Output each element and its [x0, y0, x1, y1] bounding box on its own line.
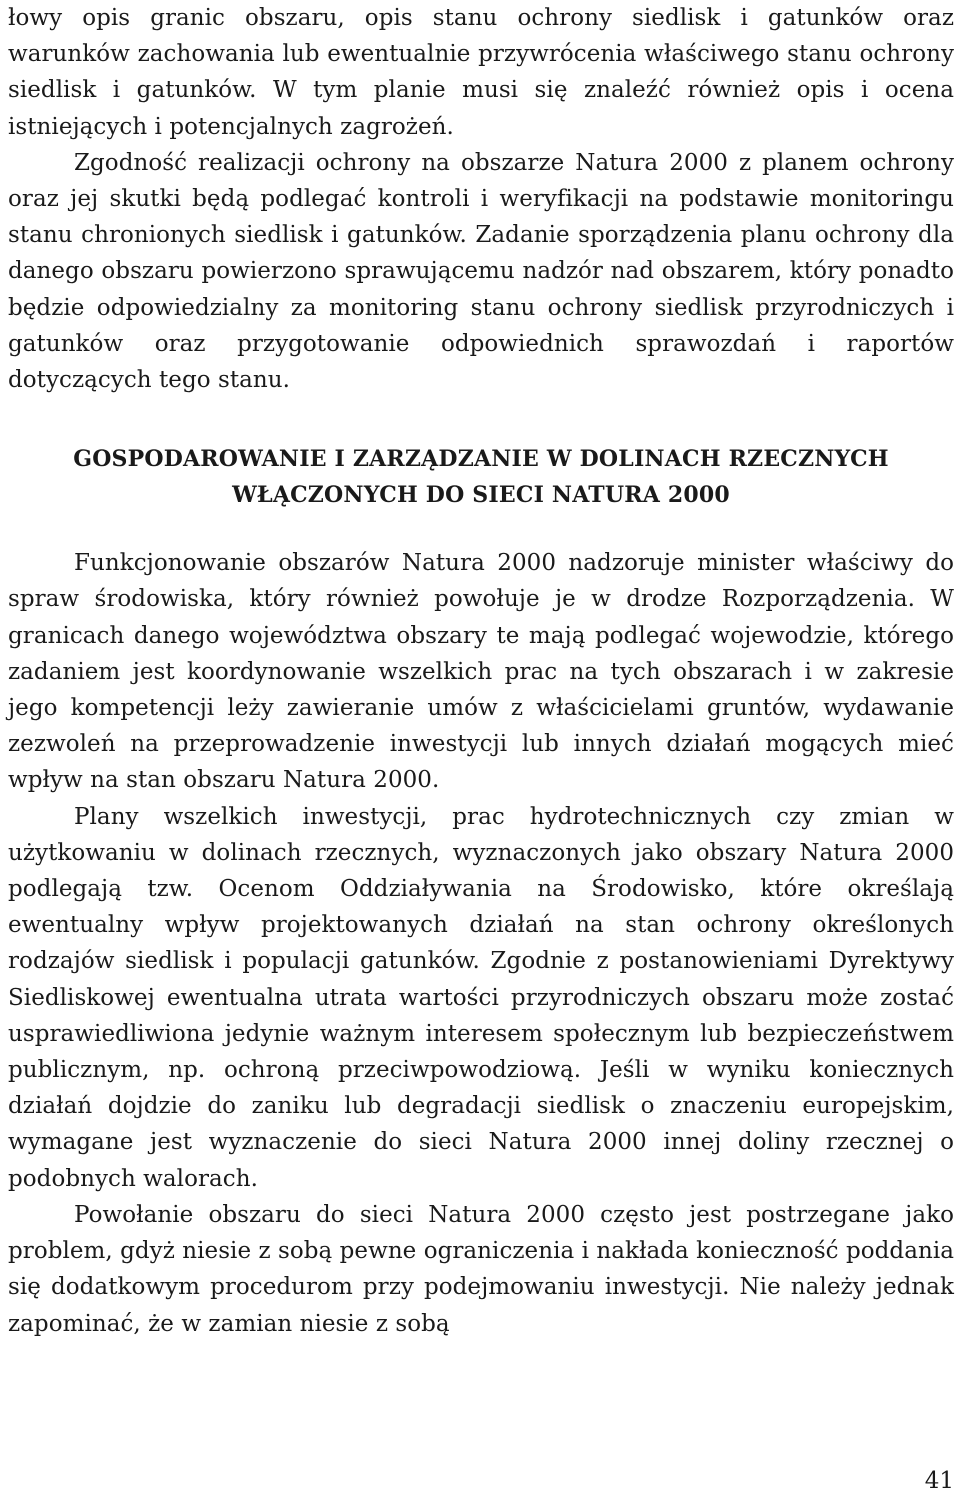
page-number: 41	[924, 1468, 954, 1494]
section-heading-line-1: GOSPODAROWANIE I ZARZĄDZANIE W DOLINACH RZECZNYCH	[73, 446, 889, 473]
paragraph-supervision: Funkcjonowanie obszarów Natura 2000 nadzoruje minister właściwy do spraw środowiska, który również powołuje je w drodze Rozporządzenia. W granicach danego województwa obszary te mają podlegać wojewodzie, którego zadaniem jest koordynowanie wszelkich prac na tych obszarach i w zakresie jego kompetencji leży zawieranie umów z właścicielami gruntów, wydawanie zezwoleń na przeprowadzenie inwestycji lub innych działań mogących mieć wpływ na stan obszaru Natura 2000.	[8, 550, 954, 794]
paragraph-continued: łowy opis granic obszaru, opis stanu ochrony siedlisk i gatunków oraz warunków zachowania lub ewentualnie przywrócenia właściwego stanu ochrony siedlisk i gatunków. W tym planie musi się znaleźć również opis i ocena istniejących i potencjalnych zagrożeń.	[8, 5, 954, 140]
section-heading	[8, 441, 954, 513]
section-heading-line-2: WŁĄCZONYCH DO SIECI NATURA 2000	[232, 482, 730, 509]
paragraph-investment-plans: Plany wszelkich inwestycji, prac hydrotechnicznych czy zmian w użytkowaniu w dolinach rzecznych, wyznaczonych jako obszary Natura 2000 podlegają tzw. Ocenom Oddziaływania na Środowisko, które określają ewentualny wpływ projektowanych działań na stan ochrony określonych rodzajów siedlisk i populacji gatunków. Zgodnie z postanowieniami Dyrektywy Siedliskowej ewentualna utrata wartości przyrodniczych obszaru może zostać usprawiedliwiona jedynie ważnym interesem społecznym lub bezpieczeństwem publicznym, np. ochroną przeciwpowodziową. Jeśli w wyniku koniecznych działań dojdzie do zaniku lub degradacji siedlisk o znaczeniu europejskim, wymagane jest wyznaczenie do sieci Natura 2000 innej doliny rzecznej o podobnych walorach.	[8, 803, 954, 1192]
paragraph-monitoring: Zgodność realizacji ochrony na obszarze Natura 2000 z planem ochrony oraz jej skutki będą podlegać kontroli i weryfikacji na podstawie monitoringu stanu chronionych siedlisk i gatunków. Zadanie sporządzenia planu ochrony dla danego obszaru powierzono sprawującemu nadzór nad obszarem, który ponadto będzie odpowiedzialny za monitoring stanu ochrony siedlisk przyrodniczych i gatunków oraz przygotowanie odpowiednich sprawozdań i raportów dotyczących tego stanu.	[8, 149, 954, 394]
document-page	[8, 0, 954, 1342]
paragraph-designation: Powołanie obszaru do sieci Natura 2000 często jest postrzegane jako problem, gdyż niesie z sobą pewne ograniczenia i nakłada konieczność poddania się dodatkowym procedurom przy podejmowaniu inwestycji. Nie należy jednak zapominać, że w zamian niesie z sobą	[8, 1201, 954, 1337]
